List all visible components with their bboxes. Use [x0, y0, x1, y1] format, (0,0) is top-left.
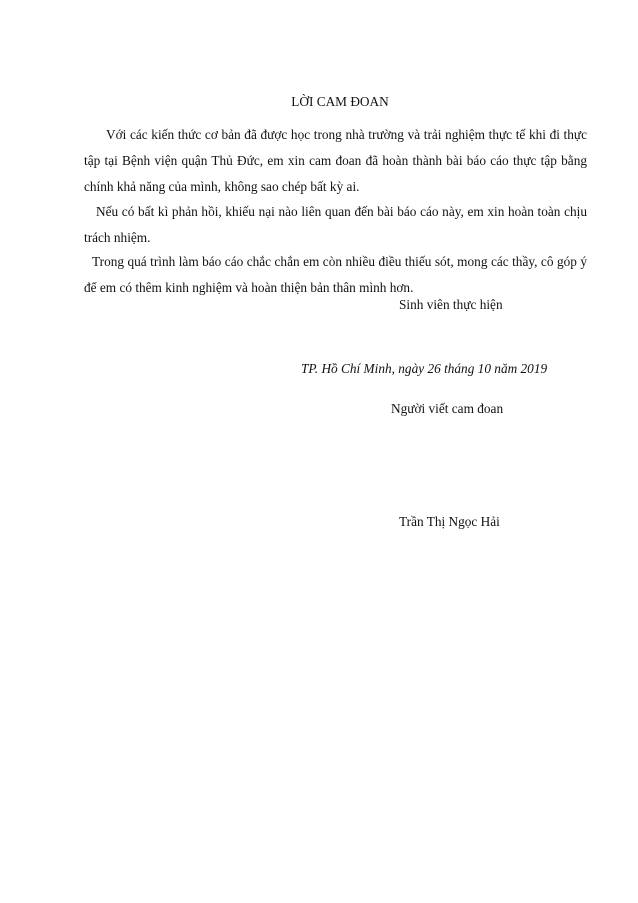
paragraph-responsibility: Nếu có bất kì phản hồi, khiếu nại nào liên quan đến bài báo cáo này, em xin hoàn toàn chịu trách nhiệm.	[84, 204, 587, 245]
paragraph-commitment: Với các kiến thức cơ bản đã được học trong nhà trường và trải nghiệm thực tế khi đi thực tập tại Bệnh viện quận Thủ Đức, em xin cam đoan đã hoàn thành bài báo cáo thực tập bằng chính khả năng của mình, không sao chép bất kỳ ai.	[84, 127, 587, 194]
document-title: LỜI CAM ĐOAN	[291, 94, 389, 109]
paragraph-feedback-request: Trong quá trình làm báo cáo chắc chắn em còn nhiều điều thiếu sót, mong các thầy, cô góp ý để em có thêm kinh nghiệm và hoàn thiện bản thân mình hơn.	[84, 254, 587, 295]
signer-name: Trần Thị Ngọc Hải	[399, 514, 500, 529]
place-and-date: TP. Hồ Chí Minh, ngày 26 tháng 10 năm 2019	[301, 361, 548, 376]
writer-role: Người viết cam đoan	[391, 401, 504, 416]
signer-role: Sinh viên thực hiện	[399, 297, 503, 312]
